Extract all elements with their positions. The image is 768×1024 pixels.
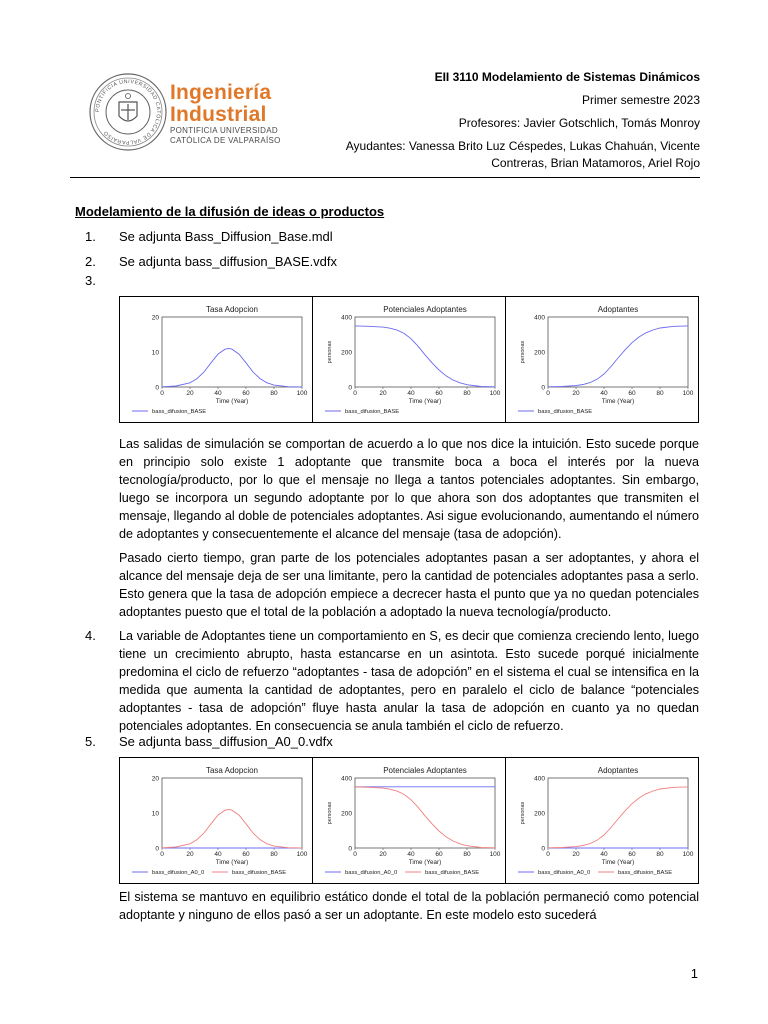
y-tick-label: 0 — [155, 845, 159, 853]
chart-title: Adoptantes — [597, 305, 639, 314]
x-tick-label: 0 — [353, 390, 357, 397]
x-tick-label: 60 — [435, 390, 443, 397]
x-axis-label: Time (Year) — [601, 398, 635, 405]
x-axis-label: Time (Year) — [215, 859, 249, 866]
x-tick-label: 40 — [600, 390, 608, 397]
logo-line-1: Ingeniería — [170, 81, 272, 104]
x-tick-label: 40 — [600, 851, 608, 858]
plot-frame — [162, 778, 302, 848]
x-tick-label: 80 — [656, 390, 664, 397]
x-axis-label: Time (Year) — [215, 398, 249, 405]
x-tick-label: 0 — [160, 851, 164, 858]
y-axis-label: personas — [520, 340, 526, 364]
chart-potenciales-adoptantes-1 — [313, 297, 505, 422]
paragraph-3: El sistema se mantuvo en equilibrio estático donde el total de la población permaneció como potencial adoptante y ninguno de ellos pasó a ser un adoptante. En este modelo esto sucederá — [119, 890, 699, 922]
item-1-text: Se adjunta Bass_Diffusion_Base.mdl — [119, 229, 333, 244]
assistants-line-1: Ayudantes: Vanessa Brito Luz Céspedes, Lukas Chahuán, Vicente — [345, 139, 700, 153]
assistants-line-2: Contreras, Brian Matamoros, Ariel Rojo — [491, 156, 700, 170]
chart-title: Potenciales Adoptantes — [383, 766, 467, 775]
university-seal — [88, 72, 168, 152]
y-tick-label: 0 — [155, 384, 159, 392]
y-tick-label: 0 — [541, 845, 545, 853]
legend-label: bass_difusion_BASE — [232, 870, 287, 876]
x-tick-label: 100 — [489, 851, 501, 858]
x-tick-label: 60 — [628, 390, 636, 397]
chart-title: Potenciales Adoptantes — [383, 305, 467, 314]
legend-label: bass_difusion_A0_0 — [152, 870, 205, 876]
item-4-text: La variable de Adoptantes tiene un comportamiento en S, es decir que comienza creciendo lento, luego tiene un crecimiento abrupto, hasta estancarse en un asintota. Esto sucede porqué inicialmente predomina el ciclo de refuerzo “adoptantes - tasa de adopción” en el sistema el cual se intensifica en la medida que aumenta la cantidad de adoptantes, pero en paralelo el ciclo de balance “potenciales adoptantes - tasa de adopción” fluye hasta anular la tasa de adopción en cuanto ya no quedan potenciales adoptantes. En consecuencia se anula también el ciclo de refuerzo. — [119, 629, 699, 733]
x-axis-label: Time (Year) — [408, 859, 442, 866]
y-tick-label: 400 — [341, 775, 352, 783]
legend-label: bass_difusion_BASE — [425, 870, 480, 876]
course-title: EII 3110 Modelamiento de Sistemas Dinámicos — [434, 70, 700, 84]
y-tick-label: 0 — [348, 845, 352, 853]
chart-panel-potenciales-1 — [312, 296, 506, 423]
x-tick-label: 80 — [463, 851, 471, 858]
y-tick-label: 400 — [534, 775, 545, 783]
x-tick-label: 100 — [682, 851, 694, 858]
y-tick-label: 200 — [341, 349, 352, 357]
y-axis-label: personas — [327, 340, 333, 364]
series-line-bass_difusion_BASE — [355, 787, 495, 848]
series-line-bass_difusion_BASE — [162, 349, 302, 387]
section-title: Modelamiento de la difusión de ideas o productos — [75, 204, 385, 219]
legend-label: bass_difusion_BASE — [618, 870, 673, 876]
paragraph-2: Pasado cierto tiempo, gran parte de los potenciales adoptantes pasan a ser adoptantes, y ahora el alcance del mensaje deja de ser una limitante, pero la cantidad de potenciales adoptantes pasa a serlo. Esto genera que la tasa de adopción empiece a decrecer hasta el punto que ya no quedan potenciales adoptantes puesto que el total de la población a adoptado la nueva tecnología/producto. — [119, 551, 699, 619]
y-tick-label: 0 — [348, 384, 352, 392]
logo-line-2: Industrial — [170, 103, 267, 126]
y-tick-label: 200 — [534, 349, 545, 357]
chart-panel-tasa-adopcion-2 — [119, 757, 313, 884]
x-tick-label: 60 — [242, 851, 250, 858]
x-tick-label: 0 — [546, 851, 550, 858]
logo-line-3: PONTIFICIA UNIVERSIDAD — [170, 126, 278, 135]
chart-panel-adoptantes-2 — [505, 757, 699, 884]
x-tick-label: 40 — [407, 390, 415, 397]
legend-label: bass_difusion_BASE — [345, 409, 400, 415]
x-tick-label: 40 — [407, 851, 415, 858]
x-tick-label: 0 — [546, 390, 550, 397]
series-line-bass_difusion_BASE — [548, 787, 688, 848]
chart-tasa-adopcion-1 — [120, 297, 312, 422]
chart-potenciales-adoptantes-2 — [313, 758, 505, 883]
y-tick-label: 200 — [534, 810, 545, 818]
x-tick-label: 80 — [463, 390, 471, 397]
seal-text: PONTIFICIA UNIVERSIDAD CATÓLICA DE VALPARAÍSO — [94, 78, 162, 146]
faculty-logo — [170, 82, 320, 146]
x-tick-label: 100 — [296, 851, 308, 858]
x-tick-label: 20 — [379, 851, 387, 858]
y-axis-label: personas — [327, 801, 333, 825]
legend-label: bass_difusion_BASE — [152, 409, 207, 415]
chart-adoptantes-1 — [506, 297, 698, 422]
x-tick-label: 100 — [682, 390, 694, 397]
plot-frame — [355, 317, 495, 387]
legend-label: bass_difusion_A0_0 — [538, 870, 591, 876]
x-tick-label: 20 — [186, 851, 194, 858]
y-tick-label: 0 — [541, 384, 545, 392]
plot-frame — [162, 317, 302, 387]
x-tick-label: 40 — [214, 390, 222, 397]
chart-title: Tasa Adopcion — [205, 305, 259, 314]
chart-panel-tasa-adopcion-1 — [119, 296, 313, 423]
chart-title: Tasa Adopcion — [205, 766, 259, 775]
x-tick-label: 100 — [296, 390, 308, 397]
y-tick-label: 400 — [341, 314, 352, 322]
paragraph-1: Las salidas de simulación se comportan de acuerdo a lo que nos dice la intuición. Esto sucede porque en principio solo existe 1 adoptante que transmite boca a boca el interés por la nueva tecnología/producto, por lo que el mensaje no llega a tantos potenciales adoptantes. Sin embargo, luego se incorpora un segundo adoptante por lo que ahora son dos adoptantes que transmiten el mensaje, llegando al doble de potenciales adoptantes. Asi sigue evolucionando, aumentando el número de adoptantes y consecuentemente el alcance del mensaje (tasa de adopción). — [119, 437, 699, 541]
page-number: 1 — [690, 966, 698, 981]
logo-line-4: CATÓLICA DE VALPARAÍSO — [170, 136, 281, 145]
legend-label: bass_difusion_BASE — [538, 409, 593, 415]
y-tick-label: 10 — [151, 349, 159, 357]
chart-title: Adoptantes — [597, 766, 639, 775]
y-axis-label: personas — [520, 801, 526, 825]
x-tick-label: 20 — [572, 390, 580, 397]
x-tick-label: 80 — [656, 851, 664, 858]
series-line-bass_difusion_BASE — [355, 326, 495, 387]
x-tick-label: 20 — [379, 390, 387, 397]
item-4-number: 4. — [85, 628, 96, 643]
professors: Profesores: Javier Gotschlich, Tomás Monroy — [458, 116, 700, 130]
item-1-number: 1. — [85, 229, 96, 244]
y-tick-label: 10 — [151, 810, 159, 818]
plot-frame — [355, 778, 495, 848]
chart-panel-potenciales-2 — [312, 757, 506, 884]
x-tick-label: 0 — [353, 851, 357, 858]
item-5-number: 5. — [85, 734, 96, 749]
x-tick-label: 60 — [242, 390, 250, 397]
series-line-bass_difusion_BASE — [162, 810, 302, 848]
chart-tasa-adopcion-2 — [120, 758, 312, 883]
x-tick-label: 40 — [214, 851, 222, 858]
seal-graphic — [88, 72, 168, 152]
item-2-text: Se adjunta bass_diffusion_BASE.vdfx — [119, 254, 338, 269]
legend-label: bass_difusion_A0_0 — [345, 870, 398, 876]
x-tick-label: 60 — [628, 851, 636, 858]
y-tick-label: 20 — [151, 314, 159, 322]
item-2-number: 2. — [85, 254, 96, 269]
semester: Primer semestre 2023 — [581, 93, 700, 107]
x-tick-label: 80 — [270, 390, 278, 397]
x-tick-label: 20 — [572, 851, 580, 858]
x-tick-label: 20 — [186, 390, 194, 397]
x-axis-label: Time (Year) — [601, 859, 635, 866]
item-3-number: 3. — [85, 273, 96, 288]
chart-adoptantes-2 — [506, 758, 698, 883]
x-tick-label: 80 — [270, 851, 278, 858]
item-5-text: Se adjunta bass_diffusion_A0_0.vdfx — [119, 734, 333, 749]
y-tick-label: 20 — [151, 775, 159, 783]
y-tick-label: 200 — [341, 810, 352, 818]
header-divider — [70, 177, 700, 178]
x-axis-label: Time (Year) — [408, 398, 442, 405]
y-tick-label: 400 — [534, 314, 545, 322]
x-tick-label: 100 — [489, 390, 501, 397]
x-tick-label: 0 — [160, 390, 164, 397]
chart-panel-adoptantes-1 — [505, 296, 699, 423]
series-line-bass_difusion_BASE — [548, 326, 688, 387]
x-tick-label: 60 — [435, 851, 443, 858]
